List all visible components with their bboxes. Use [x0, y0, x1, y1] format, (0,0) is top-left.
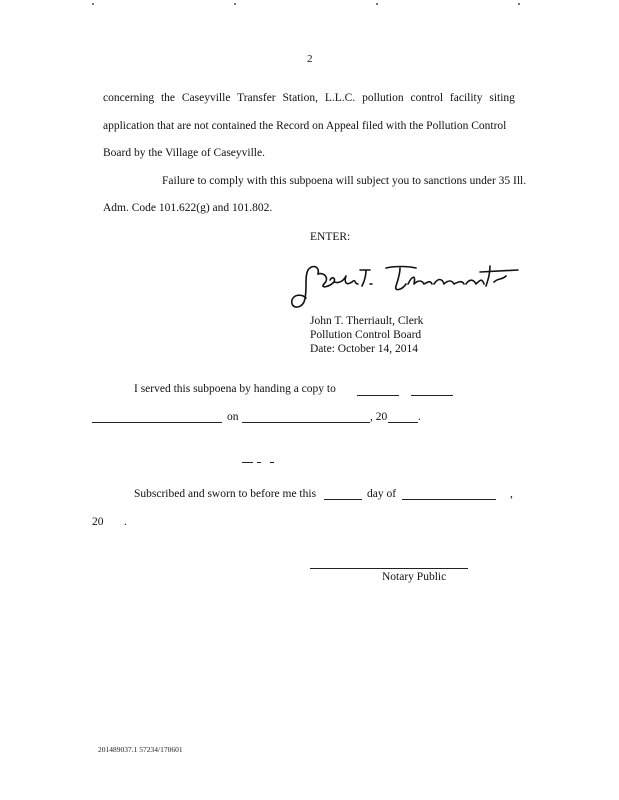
enter-label: ENTER:	[310, 231, 351, 243]
oath-statement: Subscribed and sworn to before me this	[134, 488, 317, 500]
paragraph-1-line-3: Board by the Village of Caseyville.	[103, 147, 265, 159]
oath-month-blank	[402, 499, 496, 500]
footer-document-code: 201489037.1 57234/170601	[98, 745, 183, 754]
signature-date: Date: October 14, 2014	[310, 343, 418, 355]
oath-year-prefix: 20	[92, 516, 104, 528]
service-year-blank	[388, 422, 418, 423]
oath-day-blank	[324, 499, 362, 500]
paragraph-1-line-2: application that are not contained the Record on Appeal filed with the Pollution Control	[103, 120, 507, 132]
scan-speck	[92, 3, 94, 5]
service-period: .	[418, 411, 421, 423]
clerk-name: John T. Therriault, Clerk	[310, 315, 424, 327]
served-name-blank-2	[411, 395, 453, 396]
scan-speck	[376, 3, 378, 5]
clerk-organization: Pollution Control Board	[310, 329, 422, 341]
service-year-prefix: , 20	[370, 411, 388, 423]
paragraph-2-line-1: Failure to comply with this subpoena will subject you to sanctions under 35 Ill.	[162, 175, 527, 187]
scan-speck	[518, 3, 520, 5]
oath-comma: ,	[510, 488, 513, 500]
oath-period: .	[124, 516, 127, 528]
served-party-blank	[92, 422, 222, 423]
notary-signature-line	[310, 568, 468, 569]
stray-mark	[257, 462, 261, 463]
stray-mark	[242, 462, 253, 463]
scan-speck	[234, 3, 236, 5]
paragraph-1-line-1: concerning the Caseyville Transfer Station, L.L.C. pollution control facility siting	[103, 92, 515, 104]
stray-mark	[270, 462, 274, 463]
oath-day-of: day of	[367, 488, 397, 500]
notary-label: Notary Public	[382, 571, 447, 583]
clerk-signature	[284, 262, 524, 312]
service-date-blank	[242, 422, 370, 423]
paragraph-2-line-2: Adm. Code 101.622(g) and 101.802.	[103, 202, 273, 214]
service-statement: I served this subpoena by handing a copy to	[134, 383, 336, 395]
service-on-label: on	[227, 411, 239, 423]
served-name-blank	[357, 395, 399, 396]
page-number: 2	[307, 53, 313, 65]
